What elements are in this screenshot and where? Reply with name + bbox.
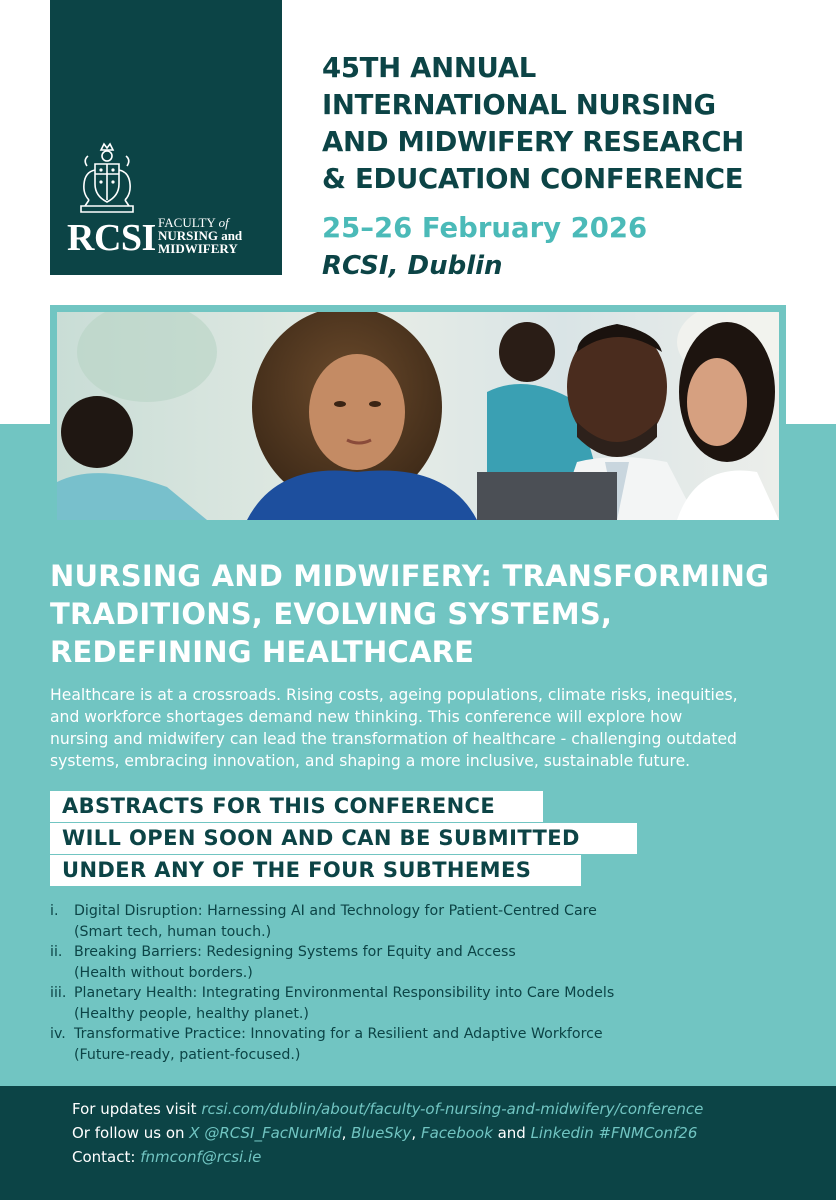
intro-line: nursing and midwifery can lead the transformation of healthcare - challenging outdated bbox=[50, 730, 737, 748]
rcsi-wordmark: RCSI bbox=[67, 217, 156, 259]
conference-venue: RCSI, Dublin bbox=[322, 251, 503, 281]
hero-photo bbox=[57, 312, 779, 520]
heading-line: REDEFINING HEALTHCARE bbox=[50, 635, 475, 669]
coat-of-arms-icon bbox=[75, 140, 139, 218]
subtheme-number: iii. bbox=[50, 985, 67, 1001]
contact-email-link[interactable]: fnmconf@rcsi.ie bbox=[140, 1148, 262, 1166]
subtheme-number: ii. bbox=[50, 944, 63, 960]
heading-line: NURSING AND MIDWIFERY: TRANSFORMING bbox=[50, 559, 770, 593]
conference-date: 25–26 February 2026 bbox=[322, 212, 648, 244]
and-text: and bbox=[492, 1124, 531, 1142]
subtheme-item bbox=[50, 983, 810, 1024]
faculty-line-3: MIDWIFERY bbox=[158, 241, 238, 256]
separator: , bbox=[411, 1124, 421, 1142]
footer-text bbox=[72, 1097, 703, 1169]
subtheme-item bbox=[50, 942, 810, 983]
healthcare-team-photo bbox=[57, 312, 779, 520]
faculty-of: of bbox=[218, 215, 229, 230]
abstracts-callout-line: WILL OPEN SOON AND CAN BE SUBMITTED bbox=[50, 823, 637, 854]
title-line: AND MIDWIFERY RESEARCH bbox=[322, 126, 745, 158]
intro-paragraph bbox=[50, 684, 798, 772]
faculty-word: FACULTY bbox=[158, 215, 216, 230]
subtheme-tagline: (Health without borders.) bbox=[74, 964, 253, 981]
title-line: & EDUCATION CONFERENCE bbox=[322, 163, 744, 195]
subtheme-tagline: (Smart tech, human touch.) bbox=[74, 923, 272, 940]
subtheme-tagline: (Future-ready, patient-focused.) bbox=[74, 1046, 301, 1063]
title-line: 45TH ANNUAL bbox=[322, 52, 536, 84]
title-line: INTERNATIONAL NURSING bbox=[322, 89, 716, 121]
separator: , bbox=[341, 1124, 352, 1142]
subthemes-list bbox=[50, 901, 810, 1065]
contact-prefix: Contact: bbox=[72, 1148, 141, 1166]
contact-line bbox=[72, 1145, 703, 1169]
subtheme-item bbox=[50, 1024, 810, 1065]
subtheme-tagline: (Healthy people, healthy planet.) bbox=[74, 1005, 309, 1022]
updates-line bbox=[72, 1097, 703, 1121]
follow-line bbox=[72, 1121, 703, 1145]
faculty-line-2: NURSING and bbox=[158, 228, 243, 243]
facebook-link[interactable]: Facebook bbox=[420, 1124, 493, 1142]
subtheme-number: i. bbox=[50, 903, 59, 919]
intro-line: systems, embracing innovation, and shaping a more inclusive, sustainable future. bbox=[50, 752, 691, 770]
x-link[interactable]: X @RCSI_FacNurMid bbox=[189, 1124, 342, 1142]
linkedin-link[interactable]: Linkedin #FNMConf26 bbox=[530, 1124, 698, 1142]
heading-line: TRADITIONS, EVOLVING SYSTEMS, bbox=[50, 597, 613, 631]
conference-url-link[interactable]: rcsi.com/dublin/about/faculty-of-nursing-and-midwifery/conference bbox=[201, 1100, 704, 1118]
conference-title bbox=[322, 50, 802, 198]
follow-prefix: Or follow us on bbox=[72, 1124, 190, 1142]
subtheme-number: iv. bbox=[50, 1026, 66, 1042]
subtheme-title: Transformative Practice: Innovating for a Resilient and Adaptive Workforce bbox=[74, 1026, 603, 1042]
faculty-name bbox=[158, 216, 242, 255]
bluesky-link[interactable]: BlueSky bbox=[351, 1124, 412, 1142]
subtheme-item bbox=[50, 901, 810, 942]
abstracts-callout-line: UNDER ANY OF THE FOUR SUBTHEMES bbox=[50, 855, 581, 886]
updates-prefix: For updates visit bbox=[72, 1100, 202, 1118]
intro-line: Healthcare is at a crossroads. Rising costs, ageing populations, climate risks, inequities, bbox=[50, 686, 738, 704]
rcsi-logo-block bbox=[50, 0, 282, 275]
subtheme-title: Breaking Barriers: Redesigning Systems for Equity and Access bbox=[74, 944, 516, 960]
abstracts-callout-line: ABSTRACTS FOR THIS CONFERENCE bbox=[50, 791, 543, 822]
theme-heading bbox=[50, 557, 810, 671]
subtheme-title: Digital Disruption: Harnessing AI and Technology for Patient-Centred Care bbox=[74, 903, 597, 919]
intro-line: and workforce shortages demand new thinking. This conference will explore how bbox=[50, 708, 683, 726]
subtheme-title: Planetary Health: Integrating Environmental Responsibility into Care Models bbox=[74, 985, 615, 1001]
